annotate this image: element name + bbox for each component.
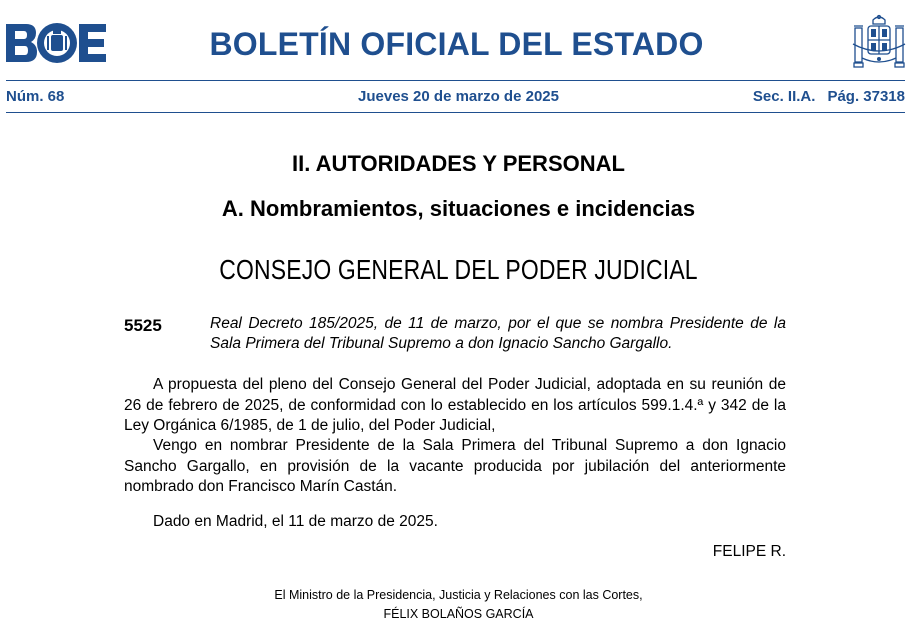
page-number: Pág. 37318 xyxy=(827,88,905,105)
organ-heading: CONSEJO GENERAL DEL PODER JUDICIAL xyxy=(219,254,698,285)
header-rule-top xyxy=(6,80,905,81)
minister-name: FÉLIX BOLAÑOS GARCÍA xyxy=(383,607,534,621)
issue-date: Jueves 20 de marzo de 2025 xyxy=(358,88,559,105)
minister-role: El Ministro de la Presidencia, Justicia y Relaciones con las Cortes, xyxy=(274,588,643,602)
body-paragraph: Vengo en nombrar Presidente de la Sala Primera del Tribunal Supremo a don Ignacio Sancho Gargallo, en provisión de la vacante producida por jubilación del anteriormente nombrado don Francisco Marín Castán. xyxy=(124,437,786,495)
section-reference: Sec. II.A. xyxy=(752,88,816,105)
header-rule-bottom xyxy=(6,112,905,113)
section-page-info xyxy=(753,88,905,105)
subsection-heading: A. Nombramientos, situaciones e incidencias xyxy=(221,196,696,221)
section-heading: II. AUTORIDADES Y PERSONAL xyxy=(292,151,625,176)
issue-number: Núm. 68 xyxy=(6,88,65,105)
body-paragraph: Dado en Madrid, el 11 de marzo de 2025. xyxy=(153,513,438,530)
body-paragraph: A propuesta del pleno del Consejo General del Poder Judicial, adoptada en su reunión de 26 de febrero de 2025, de conformidad con lo establecido en los artículos 599.1.4.ª y 342 de la Ley Orgánica 6/1985, de 1 de julio, del Poder Judicial, xyxy=(124,376,786,434)
coat-of-arms-icon xyxy=(852,14,906,72)
disposition-number: 5525 xyxy=(124,316,162,335)
disposition-title: Real Decreto 185/2025, de 11 de marzo, por el que se nombra Presidente de la Sala Primera del Tribunal Supremo a don Ignacio Sancho Gargallo. xyxy=(210,315,786,352)
royal-signature: FELIPE R. xyxy=(712,543,786,560)
gazette-title: BOLETÍN OFICIAL DEL ESTADO xyxy=(209,26,704,62)
